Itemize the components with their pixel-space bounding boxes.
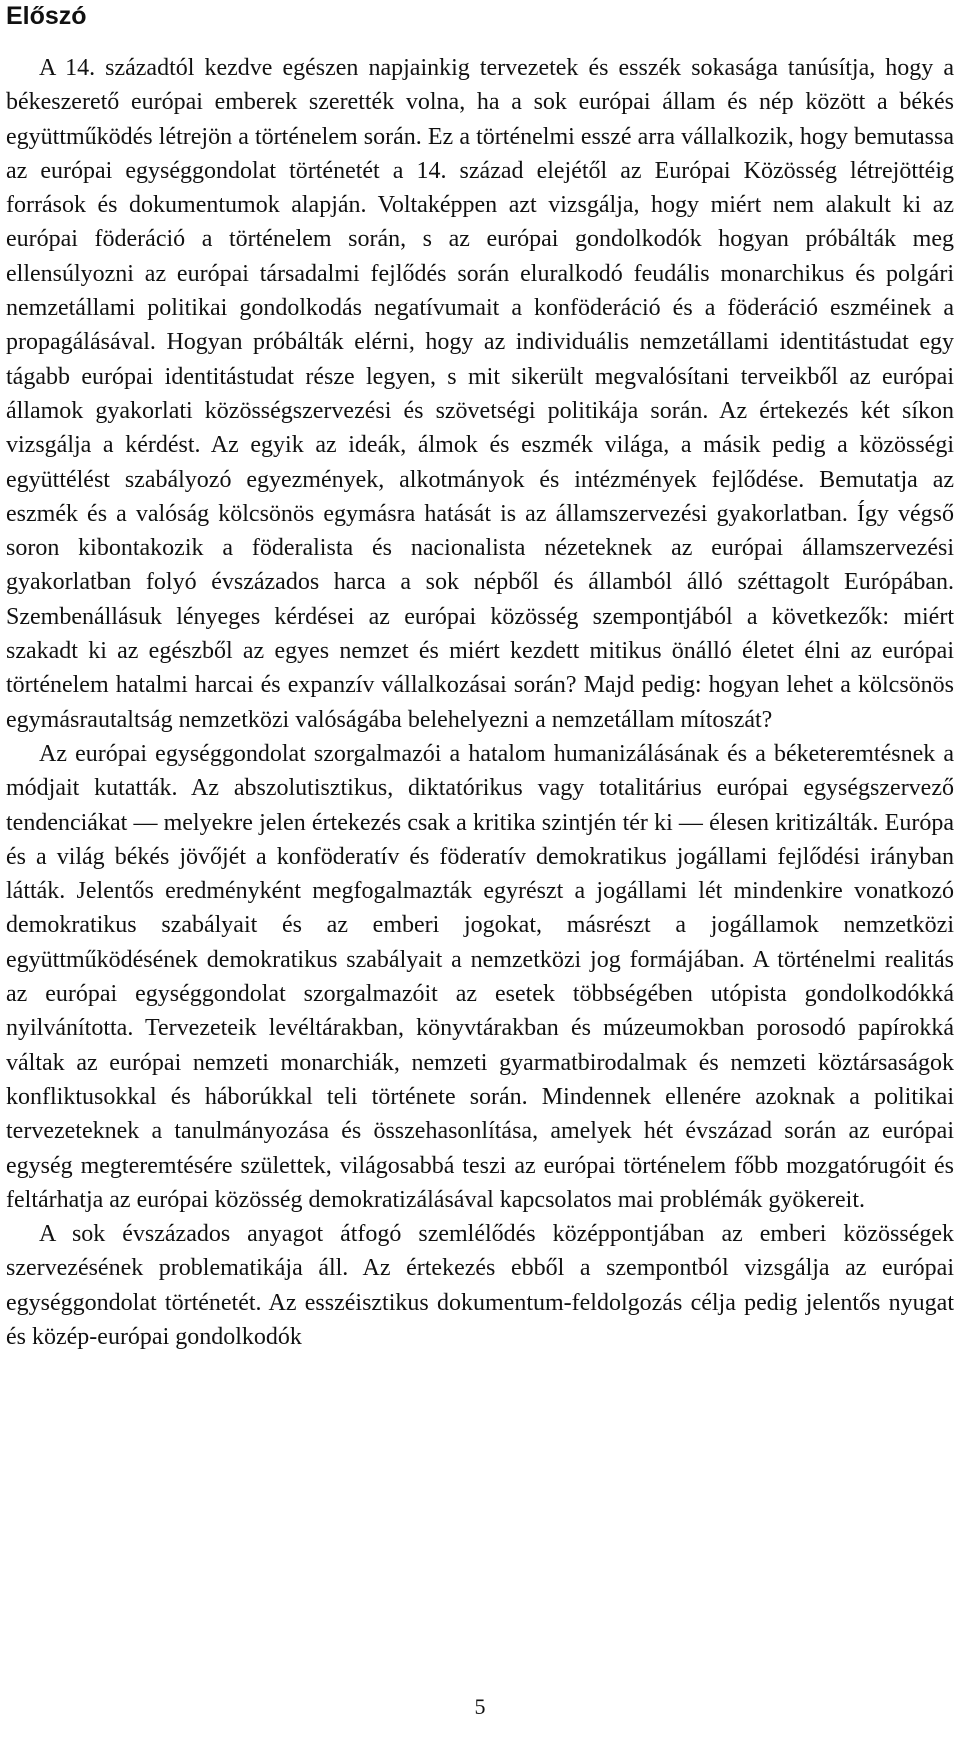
paragraph-1: A 14. századtól kezdve egészen napjainkig tervezetek és esszék sokasága tanúsítja, hogy a békeszerető európai emberek szerették volna, ha a sok európai állam és nép között a békés együttműködés létrejön a történelem során. Ez a történelmi esszé arra vállalkozik, hogy bemutassa az európai egységgondolat történetét a 14. század elejétől az Európai Közösség létrejöttéig források és dokumentumok alapján. Voltaképpen azt vizsgálja, hogy miért nem alakult ki az európai föderáció a történelem során, s az európai gondolkodók hogyan próbálták meg ellensúlyozni az európai társadalmi fejlődés során eluralkodó feudális monarchikus és polgári nemzetállami politikai gondolkodás negatívumait a konföderáció és a föderáció eszméinek a propagálásával. Hogyan próbálták elérni, hogy az individuális nemzetállami identitástudat egy tágabb európai identitástudat része legyen, s mit sikerült megvalósítani terveikből az európai államok gyakorlati közösségszervezési és szövetségi politikája során. Az értekezés két síkon vizsgálja a kérdést. Az egyik az ideák, álmok és eszmék világa, a másik pedig a közösségi együttélést szabályozó egyezmények, alkotmányok és intézmények fejlődése. Bemutatja az eszmék és a valóság kölcsönös egymásra hatását is az államszervezési gyakorlatban. Így végső soron kibontakozik a föderalista és nacionalista nézeteknek az európai államszervezési gyakorlatban folyó évszázados harca a sok népből és államból álló széttagolt Európában. Szembenállásuk lényeges kérdései az európai közösség szempontjából a következők: miért szakadt ki az egészből az egyes nemzet és miért kezdett mitikus önálló életet élni az európai történelem hatalmi harcai és expanzív vállalkozásai során? Majd pedig: hogyan lehet a kölcsönös egymásrautaltság nemzetközi valóságába belehelyezni a nemzetállam mítoszát? bbox=[6, 55, 954, 733]
document-page bbox=[6, 0, 954, 1354]
paragraph-2: Az európai egységgondolat szorgalmazói a hatalom humanizálásának és a béketeremtésnek a módjait kutatták. Az abszolutisztikus, diktatórikus vagy totalitárius európai egységszervező tendenciákat — melyekre jelen értekezés csak a kritika szintjén tér ki — élesen kritizálták. Európa és a világ békés jövőjét a konföderatív és föderatív demokratikus jogállami fejlődési irányban látták. Jelentős eredményként megfogalmazták egyrészt a jogállami lét mindenkire vonatkozó demokratikus szabályait és az emberi jogokat, másrészt a jogállamok nemzetközi együttműködésének demokratikus szabályait a nemzetközi jog formájában. A történelmi realitás az európai egységgondolat szorgalmazóit az esetek többségében utópista gondolkodókká nyilvánította. Tervezeteik levéltárakban, könyvtárakban és múzeumokban porosodó papírokká váltak az európai nemzeti monarchiák, nemzeti gyarmatbirodalmak és nemzeti köztársaságok konfliktusokkal és háborúkkal teli története során. Mindennek ellenére azoknak a politikai tervezeteknek a tanulmányozása és összehasonlítása, amelyek hét évszázad során az európai egység megteremtésére születtek, világosabbá teszi az európai történelem főbb mozgatórugóit és feltárhatja az európai közösség demokratizálásával kapcsolatos mai problémák gyökereit. bbox=[6, 740, 954, 1213]
body-text bbox=[6, 51, 954, 1354]
section-title: Előszó bbox=[6, 2, 87, 30]
paragraph-3: A sok évszázados anyagot átfogó szemlélődés középpontjában az emberi közösségek szervezésének problematikája áll. Az értekezés ebből a szempontból vizsgálja az európai egységgondolat történetét. Az esszéisztikus dokumentum-feldolgozás célja pedig jelentős nyugat és közép-európai gondolkodók bbox=[6, 1221, 954, 1350]
page-number: 5 bbox=[474, 1694, 486, 1719]
